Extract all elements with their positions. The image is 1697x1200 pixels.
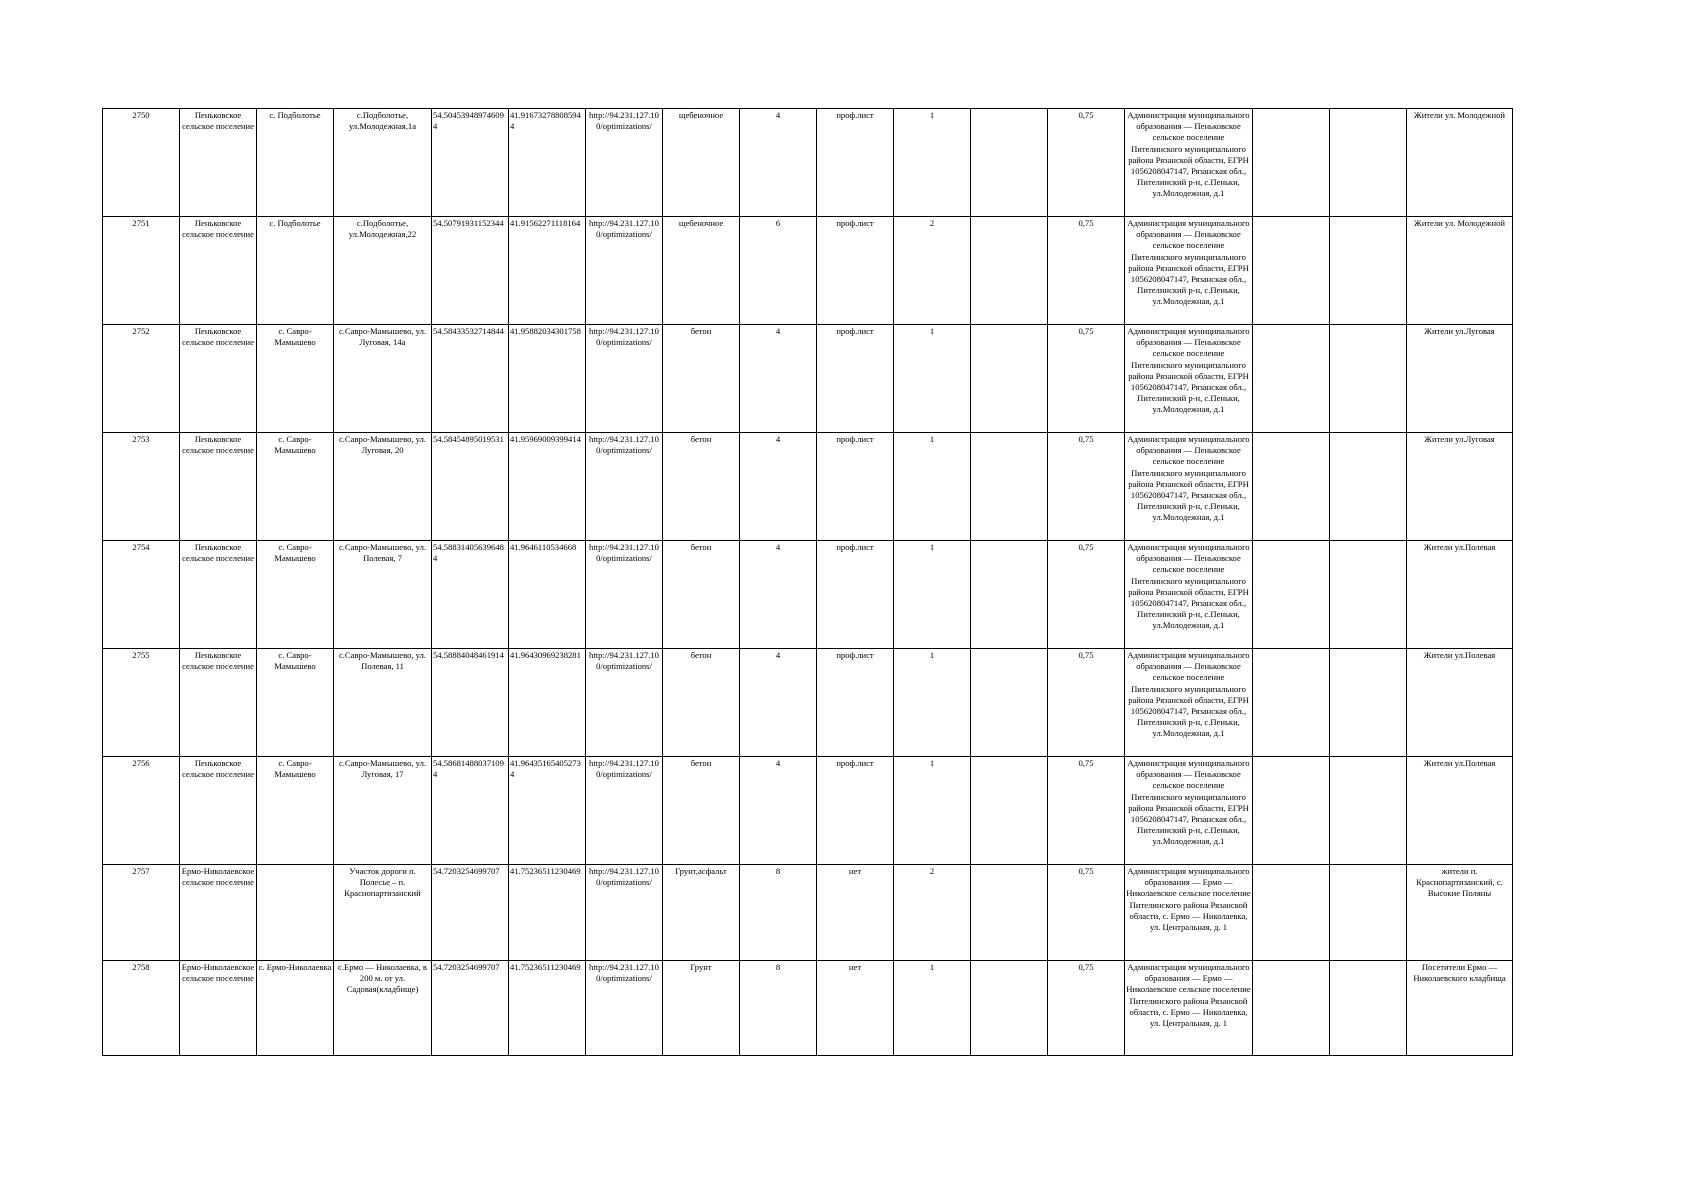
cell-containers: 1 xyxy=(894,541,971,649)
cell-link: http://94.231.127.100/optimizations/ xyxy=(586,325,663,433)
cell-owner: Администрация муниципального образования — Ермо — Николаевское сельское поселение Пителинского района Рязанской области, с. Ермо — Николаевка, ул. Центральная, д. 1 xyxy=(1125,865,1253,961)
cell-blank1 xyxy=(971,433,1048,541)
cell-settlement: Пеньковское сельское поселение xyxy=(180,649,257,757)
cell-volume: 0,75 xyxy=(1048,865,1125,961)
cell-address: с.Савро-Мамышево, ул. Луговая, 20 xyxy=(334,433,432,541)
cell-area: 4 xyxy=(740,757,817,865)
cell-blank2 xyxy=(1253,541,1330,649)
cell-area: 4 xyxy=(740,649,817,757)
cell-link: http://94.231.127.100/optimizations/ xyxy=(586,757,663,865)
cell-fence: проф.лист xyxy=(817,541,894,649)
cell-sources: Жители ул.Полевая xyxy=(1407,649,1513,757)
cell-lon: 41.95882034301758 xyxy=(509,325,586,433)
cell-blank1 xyxy=(971,109,1048,217)
cell-blank2 xyxy=(1253,649,1330,757)
cell-settlement: Пеньковское сельское поселение xyxy=(180,325,257,433)
cell-blank1 xyxy=(971,541,1048,649)
table-row xyxy=(103,109,1513,217)
cell-owner: Администрация муниципального образования — Ермо — Николаевское сельское поселение Пителинского района Рязанской области, с. Ермо — Николаевка, ул. Центральная, д. 1 xyxy=(1125,961,1253,1056)
cell-lon: 41.91562271118164 xyxy=(509,217,586,325)
cell-lat: 54.58454895019531 xyxy=(432,433,509,541)
cell-containers: 1 xyxy=(894,433,971,541)
cell-containers: 1 xyxy=(894,109,971,217)
cell-owner: Администрация муниципального образования — Пеньковское сельское поселение Пителинского муниципального района Рязанской области, ЕГРН 1056208047147, Рязанская обл., Пителинский р-н, с.Пеньки, ул.Молодежная, д.1 xyxy=(1125,325,1253,433)
cell-lon: 41.96435165405273 4 xyxy=(509,757,586,865)
cell-surface: Грунт,асфальт xyxy=(663,865,740,961)
cell-blank1 xyxy=(971,649,1048,757)
cell-surface: бетон xyxy=(663,649,740,757)
cell-surface: щебеночное xyxy=(663,109,740,217)
cell-volume: 0,75 xyxy=(1048,217,1125,325)
cell-lon: 41.75236511230469 xyxy=(509,865,586,961)
cell-blank3 xyxy=(1330,109,1407,217)
cell-area: 4 xyxy=(740,541,817,649)
cell-lat: 54.7203254699707 xyxy=(432,865,509,961)
cell-fence: нет xyxy=(817,865,894,961)
cell-blank2 xyxy=(1253,325,1330,433)
cell-blank3 xyxy=(1330,541,1407,649)
cell-owner: Администрация муниципального образования — Пеньковское сельское поселение Пителинского муниципального района Рязанской области, ЕГРН 1056208047147, Рязанская обл., Пителинский р-н, с.Пеньки, ул.Молодежная, д.1 xyxy=(1125,541,1253,649)
cell-owner: Администрация муниципального образования — Пеньковское сельское поселение Пителинского муниципального района Рязанской области, ЕГРН 1056208047147, Рязанская обл., Пителинский р-н, с.Пеньки, ул.Молодежная, д.1 xyxy=(1125,217,1253,325)
cell-blank1 xyxy=(971,961,1048,1056)
cell-link: http://94.231.127.100/optimizations/ xyxy=(586,961,663,1056)
cell-locality: с. Ермо-Николаевка xyxy=(257,961,334,1056)
cell-area: 4 xyxy=(740,325,817,433)
cell-surface: бетон xyxy=(663,433,740,541)
cell-link: http://94.231.127.100/optimizations/ xyxy=(586,109,663,217)
cell-surface: бетон xyxy=(663,757,740,865)
cell-address: с.Савро-Мамышево, ул. Луговая, 14а xyxy=(334,325,432,433)
cell-settlement: Пеньковское сельское поселение xyxy=(180,757,257,865)
table-body xyxy=(103,109,1513,1056)
cell-owner: Администрация муниципального образования — Пеньковское сельское поселение Пителинского муниципального района Рязанской области, ЕГРН 1056208047147, Рязанская обл., Пителинский р-н, с.Пеньки, ул.Молодежная, д.1 xyxy=(1125,649,1253,757)
cell-address: с.Савро-Мамышево, ул. Полевая, 7 xyxy=(334,541,432,649)
cell-address: с.Ермо — Николаевка, в 200 м. от ул. Садовая(кладбище) xyxy=(334,961,432,1056)
cell-area: 4 xyxy=(740,109,817,217)
cell-containers: 1 xyxy=(894,757,971,865)
cell-fence: проф.лист xyxy=(817,325,894,433)
cell-sources: жители п. Краснопартизанский, с. Высокие Поляны xyxy=(1407,865,1513,961)
cell-blank2 xyxy=(1253,109,1330,217)
cell-surface: Грунт xyxy=(663,961,740,1056)
cell-owner: Администрация муниципального образования — Пеньковское сельское поселение Пителинского муниципального района Рязанской области, ЕГРН 1056208047147, Рязанская обл., Пителинский р-н, с.Пеньки, ул.Молодежная, д.1 xyxy=(1125,433,1253,541)
cell-blank1 xyxy=(971,217,1048,325)
cell-lon: 41.9646110534668 xyxy=(509,541,586,649)
cell-locality: с. Савро-Мамышево xyxy=(257,433,334,541)
cell-containers: 1 xyxy=(894,961,971,1056)
table-row xyxy=(103,865,1513,961)
cell-volume: 0,75 xyxy=(1048,541,1125,649)
cell-lon: 41.95969009399414 xyxy=(509,433,586,541)
cell-locality: с. Савро-Мамышево xyxy=(257,649,334,757)
cell-fence: проф.лист xyxy=(817,109,894,217)
cell-address: с.Савро-Мамышево, ул. Луговая, 17 xyxy=(334,757,432,865)
cell-blank1 xyxy=(971,325,1048,433)
cell-surface: бетон xyxy=(663,325,740,433)
cell-containers: 1 xyxy=(894,649,971,757)
cell-fence: проф.лист xyxy=(817,433,894,541)
cell-sources: Жители ул.Полевая xyxy=(1407,541,1513,649)
cell-area: 6 xyxy=(740,217,817,325)
cell-surface: бетон xyxy=(663,541,740,649)
table-row xyxy=(103,649,1513,757)
cell-settlement: Пеньковское сельское поселение xyxy=(180,217,257,325)
cell-containers: 1 xyxy=(894,325,971,433)
cell-lon: 41.96430969238281 xyxy=(509,649,586,757)
cell-sources: Жители ул.Луговая xyxy=(1407,325,1513,433)
cell-blank3 xyxy=(1330,757,1407,865)
cell-link: http://94.231.127.100/optimizations/ xyxy=(586,433,663,541)
cell-num: 2754 xyxy=(103,541,180,649)
cell-locality: с. Савро-Мамышево xyxy=(257,541,334,649)
table-row xyxy=(103,433,1513,541)
cell-blank3 xyxy=(1330,433,1407,541)
cell-volume: 0,75 xyxy=(1048,757,1125,865)
cell-blank1 xyxy=(971,865,1048,961)
cell-settlement: Пеньковское сельское поселение xyxy=(180,109,257,217)
cell-locality: с. Подболотье xyxy=(257,217,334,325)
cell-locality: с. Савро-Мамышево xyxy=(257,757,334,865)
cell-settlement: Пеньковское сельское поселение xyxy=(180,433,257,541)
cell-fence: нет xyxy=(817,961,894,1056)
cell-num: 2755 xyxy=(103,649,180,757)
cell-surface: щебеночное xyxy=(663,217,740,325)
cell-lat: 54.58831405639648 4 xyxy=(432,541,509,649)
cell-num: 2757 xyxy=(103,865,180,961)
cell-link: http://94.231.127.100/optimizations/ xyxy=(586,865,663,961)
cell-lat: 54.58681488037109 4 xyxy=(432,757,509,865)
cell-blank3 xyxy=(1330,961,1407,1056)
table-row xyxy=(103,325,1513,433)
cell-blank2 xyxy=(1253,433,1330,541)
cell-lat: 54.50791931152344 xyxy=(432,217,509,325)
cell-area: 8 xyxy=(740,865,817,961)
cell-link: http://94.231.127.100/optimizations/ xyxy=(586,541,663,649)
cell-volume: 0,75 xyxy=(1048,961,1125,1056)
waste-sites-table xyxy=(102,108,1513,1056)
cell-sources: Жители ул. Молодежной xyxy=(1407,109,1513,217)
cell-num: 2753 xyxy=(103,433,180,541)
cell-lat: 54.58884048461914 xyxy=(432,649,509,757)
cell-sources: Жители ул. Молодежной xyxy=(1407,217,1513,325)
cell-volume: 0,75 xyxy=(1048,109,1125,217)
cell-locality xyxy=(257,865,334,961)
cell-blank2 xyxy=(1253,757,1330,865)
cell-lat: 54.7203254699707 xyxy=(432,961,509,1056)
cell-blank3 xyxy=(1330,865,1407,961)
cell-fence: проф.лист xyxy=(817,649,894,757)
cell-num: 2756 xyxy=(103,757,180,865)
cell-settlement: Ермо-Николаевское сельское поселение xyxy=(180,961,257,1056)
cell-num: 2752 xyxy=(103,325,180,433)
cell-link: http://94.231.127.100/optimizations/ xyxy=(586,217,663,325)
cell-lon: 41.916732788085944 xyxy=(509,109,586,217)
cell-link: http://94.231.127.100/optimizations/ xyxy=(586,649,663,757)
cell-fence: проф.лист xyxy=(817,757,894,865)
table-row xyxy=(103,541,1513,649)
cell-num: 2758 xyxy=(103,961,180,1056)
cell-blank3 xyxy=(1330,649,1407,757)
cell-owner: Администрация муниципального образования — Пеньковское сельское поселение Пителинского муниципального района Рязанской области, ЕГРН 1056208047147, Рязанская обл., Пителинский р-н, с.Пеньки, ул.Молодежная, д.1 xyxy=(1125,757,1253,865)
cell-settlement: Пеньковское сельское поселение xyxy=(180,541,257,649)
cell-fence: проф.лист xyxy=(817,217,894,325)
cell-area: 8 xyxy=(740,961,817,1056)
cell-blank1 xyxy=(971,757,1048,865)
table-row xyxy=(103,217,1513,325)
cell-lat: 54.50453948974609 4 xyxy=(432,109,509,217)
cell-containers: 2 xyxy=(894,865,971,961)
cell-sources: Жители ул.Луговая xyxy=(1407,433,1513,541)
cell-num: 2750 xyxy=(103,109,180,217)
cell-volume: 0,75 xyxy=(1048,325,1125,433)
cell-volume: 0,75 xyxy=(1048,433,1125,541)
cell-blank3 xyxy=(1330,217,1407,325)
cell-blank2 xyxy=(1253,217,1330,325)
cell-address: с.Савро-Мамышево, ул. Полевая, 11 xyxy=(334,649,432,757)
cell-num: 2751 xyxy=(103,217,180,325)
cell-lat: 54.58433532714844 xyxy=(432,325,509,433)
cell-locality: с. Савро-Мамышево xyxy=(257,325,334,433)
cell-area: 4 xyxy=(740,433,817,541)
cell-address: Участок дороги п. Полесье – п. Краснопартизанский xyxy=(334,865,432,961)
cell-locality: с. Подболотье xyxy=(257,109,334,217)
cell-volume: 0,75 xyxy=(1048,649,1125,757)
cell-blank2 xyxy=(1253,865,1330,961)
cell-sources: Жители ул.Полевая xyxy=(1407,757,1513,865)
cell-lon: 41.75236511230469 xyxy=(509,961,586,1056)
cell-address: с.Подболотье, ул.Молодежная,22 xyxy=(334,217,432,325)
cell-settlement: Ермо-Николаевское сельское поселение xyxy=(180,865,257,961)
table-row xyxy=(103,961,1513,1056)
cell-address: с.Подболотье, ул.Молодежная,1а xyxy=(334,109,432,217)
table-row xyxy=(103,757,1513,865)
cell-sources: Посетители Ермо — Николаевского кладбища xyxy=(1407,961,1513,1056)
cell-containers: 2 xyxy=(894,217,971,325)
cell-blank2 xyxy=(1253,961,1330,1056)
cell-blank3 xyxy=(1330,325,1407,433)
cell-owner: Администрация муниципального образования — Пеньковское сельское поселение Пителинского муниципального района Рязанской области, ЕГРН 1056208047147, Рязанская обл., Пителинский р-н, с.Пеньки, ул.Молодежная, д.1 xyxy=(1125,109,1253,217)
